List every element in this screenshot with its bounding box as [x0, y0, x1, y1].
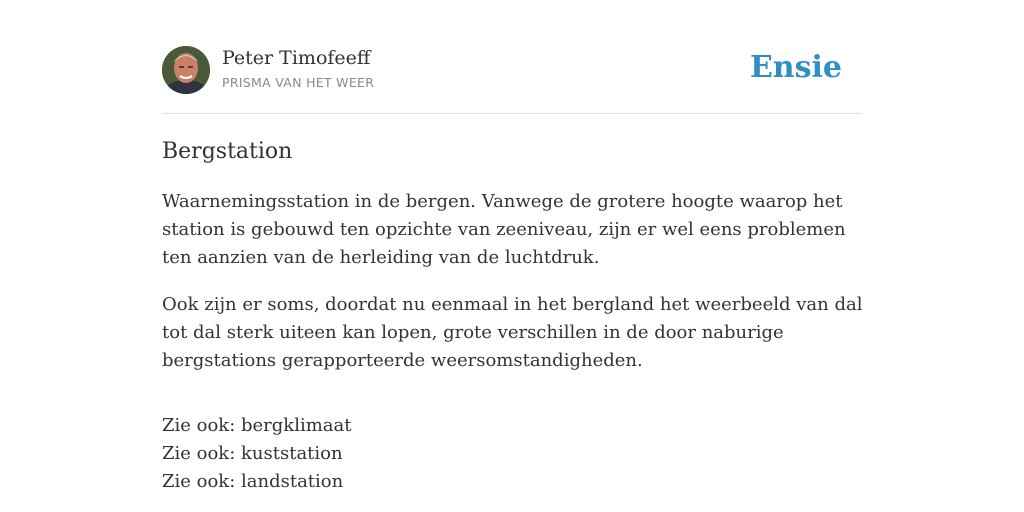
- author-avatar[interactable]: [162, 46, 210, 94]
- article-content: [162, 136, 866, 496]
- article-title: Bergstation: [162, 139, 293, 164]
- see-also-item-kuststation[interactable]: Zie ook: kuststation: [162, 443, 343, 464]
- author-subtitle[interactable]: PRISMA VAN HET WEER: [222, 75, 375, 90]
- author-header: [162, 46, 862, 114]
- avatar-portrait-icon: [162, 46, 210, 94]
- article-paragraph-1: Waarnemingsstation in de bergen. Vanwege de grotere hoogte waarop het station is gebouwd ten opzichte van zeeniveau, zijn er wel eens problemen ten aanzien van de herleiding van de luchtdruk.: [162, 191, 846, 268]
- see-also-list: [162, 412, 866, 496]
- see-also-item-landstation[interactable]: Zie ook: landstation: [162, 471, 344, 492]
- author-name[interactable]: Peter Timofeeff: [222, 47, 371, 69]
- brand-logo[interactable]: Ensie: [749, 50, 842, 85]
- article-paragraph-2: Ook zijn er soms, doordat nu eenmaal in het bergland het weerbeeld van dal tot dal sterk uiteen kan lopen, grote verschillen in de door naburige bergstations gerapporteerde weersomstandigheden.: [162, 294, 863, 371]
- see-also-item-bergklimaat[interactable]: Zie ook: bergklimaat: [162, 415, 352, 436]
